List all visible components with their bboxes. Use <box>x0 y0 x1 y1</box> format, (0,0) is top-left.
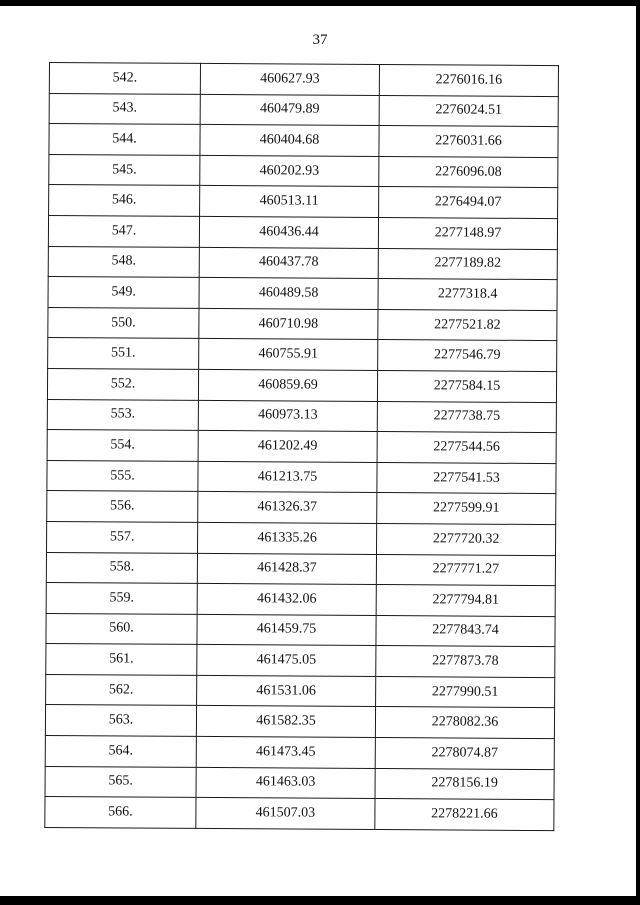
y-coordinate-cell: 2276031.66 <box>379 126 558 158</box>
point-number-cell: 561. <box>46 644 197 676</box>
page-number: 37 <box>312 32 328 48</box>
y-coordinate-cell: 2276096.08 <box>379 156 558 188</box>
point-number-cell: 548. <box>48 246 199 278</box>
x-coordinate-cell: 461335.26 <box>198 522 377 554</box>
x-coordinate-cell: 461428.37 <box>197 553 376 585</box>
x-coordinate-cell: 461582.35 <box>196 706 375 738</box>
table-row <box>47 521 556 555</box>
x-coordinate-cell: 460755.91 <box>199 339 378 371</box>
scan-edge-top <box>0 0 640 6</box>
point-number-cell: 558. <box>46 552 197 584</box>
point-number-cell: 557. <box>47 521 198 553</box>
point-number-cell: 549. <box>48 277 199 309</box>
x-coordinate-cell: 461463.03 <box>196 767 375 799</box>
table-row <box>49 124 558 158</box>
table-row <box>47 460 556 494</box>
table-row <box>46 552 555 586</box>
x-coordinate-cell: 460973.13 <box>198 400 377 432</box>
x-coordinate-cell: 461507.03 <box>196 798 375 830</box>
table-row <box>47 430 556 464</box>
y-coordinate-cell: 2276016.16 <box>379 65 558 97</box>
point-number-cell: 545. <box>49 154 200 186</box>
x-coordinate-cell: 460513.11 <box>200 186 379 218</box>
y-coordinate-cell: 2277521.82 <box>378 309 557 341</box>
y-coordinate-cell: 2277546.79 <box>378 340 557 372</box>
y-coordinate-cell: 2277990.51 <box>376 676 555 708</box>
x-coordinate-cell: 460627.93 <box>200 63 379 95</box>
point-number-cell: 556. <box>47 491 198 523</box>
y-coordinate-cell: 2277771.27 <box>376 554 555 586</box>
y-coordinate-cell: 2278074.87 <box>375 738 554 770</box>
y-coordinate-cell: 2277584.15 <box>377 370 556 402</box>
x-coordinate-cell: 461459.75 <box>197 614 376 646</box>
table-row <box>46 644 555 678</box>
y-coordinate-cell: 2277873.78 <box>376 646 555 678</box>
table-row <box>48 307 557 341</box>
x-coordinate-cell: 460436.44 <box>199 216 378 248</box>
x-coordinate-cell: 461326.37 <box>198 492 377 524</box>
point-number-cell: 544. <box>49 124 200 156</box>
point-number-cell: 564. <box>45 736 196 768</box>
point-number-cell: 547. <box>48 215 199 247</box>
table-row <box>47 491 556 525</box>
point-number-cell: 566. <box>45 797 196 829</box>
point-number-cell: 562. <box>46 674 197 706</box>
x-coordinate-cell: 460437.78 <box>199 247 378 279</box>
table-row <box>46 613 555 647</box>
table-row <box>45 797 554 831</box>
table-row <box>46 583 555 617</box>
table-row <box>47 368 556 402</box>
y-coordinate-cell: 2277843.74 <box>376 615 555 647</box>
point-number-cell: 563. <box>45 705 196 737</box>
table-row <box>48 246 557 280</box>
x-coordinate-cell: 460479.89 <box>200 94 379 126</box>
table-row <box>45 736 554 770</box>
x-coordinate-cell: 461531.06 <box>197 675 376 707</box>
x-coordinate-cell: 461213.75 <box>198 461 377 493</box>
y-coordinate-cell: 2277148.97 <box>378 217 557 249</box>
x-coordinate-cell: 461475.05 <box>197 645 376 677</box>
point-number-cell: 559. <box>46 583 197 615</box>
y-coordinate-cell: 2277794.81 <box>376 585 555 617</box>
table-row <box>47 399 556 433</box>
x-coordinate-cell: 460404.68 <box>200 125 379 157</box>
point-number-cell: 552. <box>47 368 198 400</box>
y-coordinate-cell: 2278221.66 <box>375 799 554 831</box>
table-row <box>46 674 555 708</box>
y-coordinate-cell: 2276494.07 <box>379 187 558 219</box>
point-number-cell: 550. <box>48 307 199 339</box>
x-coordinate-cell: 461473.45 <box>196 736 375 768</box>
x-coordinate-cell: 460202.93 <box>200 155 379 187</box>
y-coordinate-cell: 2277318.4 <box>378 279 557 311</box>
point-number-cell: 560. <box>46 613 197 645</box>
x-coordinate-cell: 461432.06 <box>197 584 376 616</box>
y-coordinate-cell: 2278082.36 <box>375 707 554 739</box>
y-coordinate-cell: 2277189.82 <box>378 248 557 280</box>
coordinate-table-body <box>45 63 559 831</box>
point-number-cell: 542. <box>49 63 200 95</box>
point-number-cell: 546. <box>49 185 200 217</box>
table-row <box>45 766 554 800</box>
coordinate-table <box>44 62 559 831</box>
coordinate-table-wrapper <box>44 62 555 831</box>
point-number-cell: 554. <box>47 430 198 462</box>
table-row <box>49 185 558 219</box>
y-coordinate-cell: 2277738.75 <box>377 401 556 433</box>
table-row <box>49 93 558 127</box>
x-coordinate-cell: 460710.98 <box>199 308 378 340</box>
y-coordinate-cell: 2277599.91 <box>377 493 556 525</box>
table-row <box>48 338 557 372</box>
x-coordinate-cell: 461202.49 <box>198 431 377 463</box>
point-number-cell: 555. <box>47 460 198 492</box>
table-row <box>49 63 558 97</box>
y-coordinate-cell: 2276024.51 <box>379 95 558 127</box>
point-number-cell: 543. <box>49 93 200 125</box>
x-coordinate-cell: 460859.69 <box>198 369 377 401</box>
y-coordinate-cell: 2277544.56 <box>377 432 556 464</box>
x-coordinate-cell: 460489.58 <box>199 278 378 310</box>
point-number-cell: 551. <box>48 338 199 370</box>
y-coordinate-cell: 2277720.32 <box>377 523 556 555</box>
table-row <box>45 705 554 739</box>
point-number-cell: 565. <box>45 766 196 798</box>
point-number-cell: 553. <box>47 399 198 431</box>
scan-edge-right <box>636 0 640 905</box>
y-coordinate-cell: 2278156.19 <box>375 768 554 800</box>
scan-edge-bottom <box>0 896 640 905</box>
table-row <box>49 154 558 188</box>
table-row <box>48 277 557 311</box>
y-coordinate-cell: 2277541.53 <box>377 462 556 494</box>
table-row <box>48 215 557 249</box>
